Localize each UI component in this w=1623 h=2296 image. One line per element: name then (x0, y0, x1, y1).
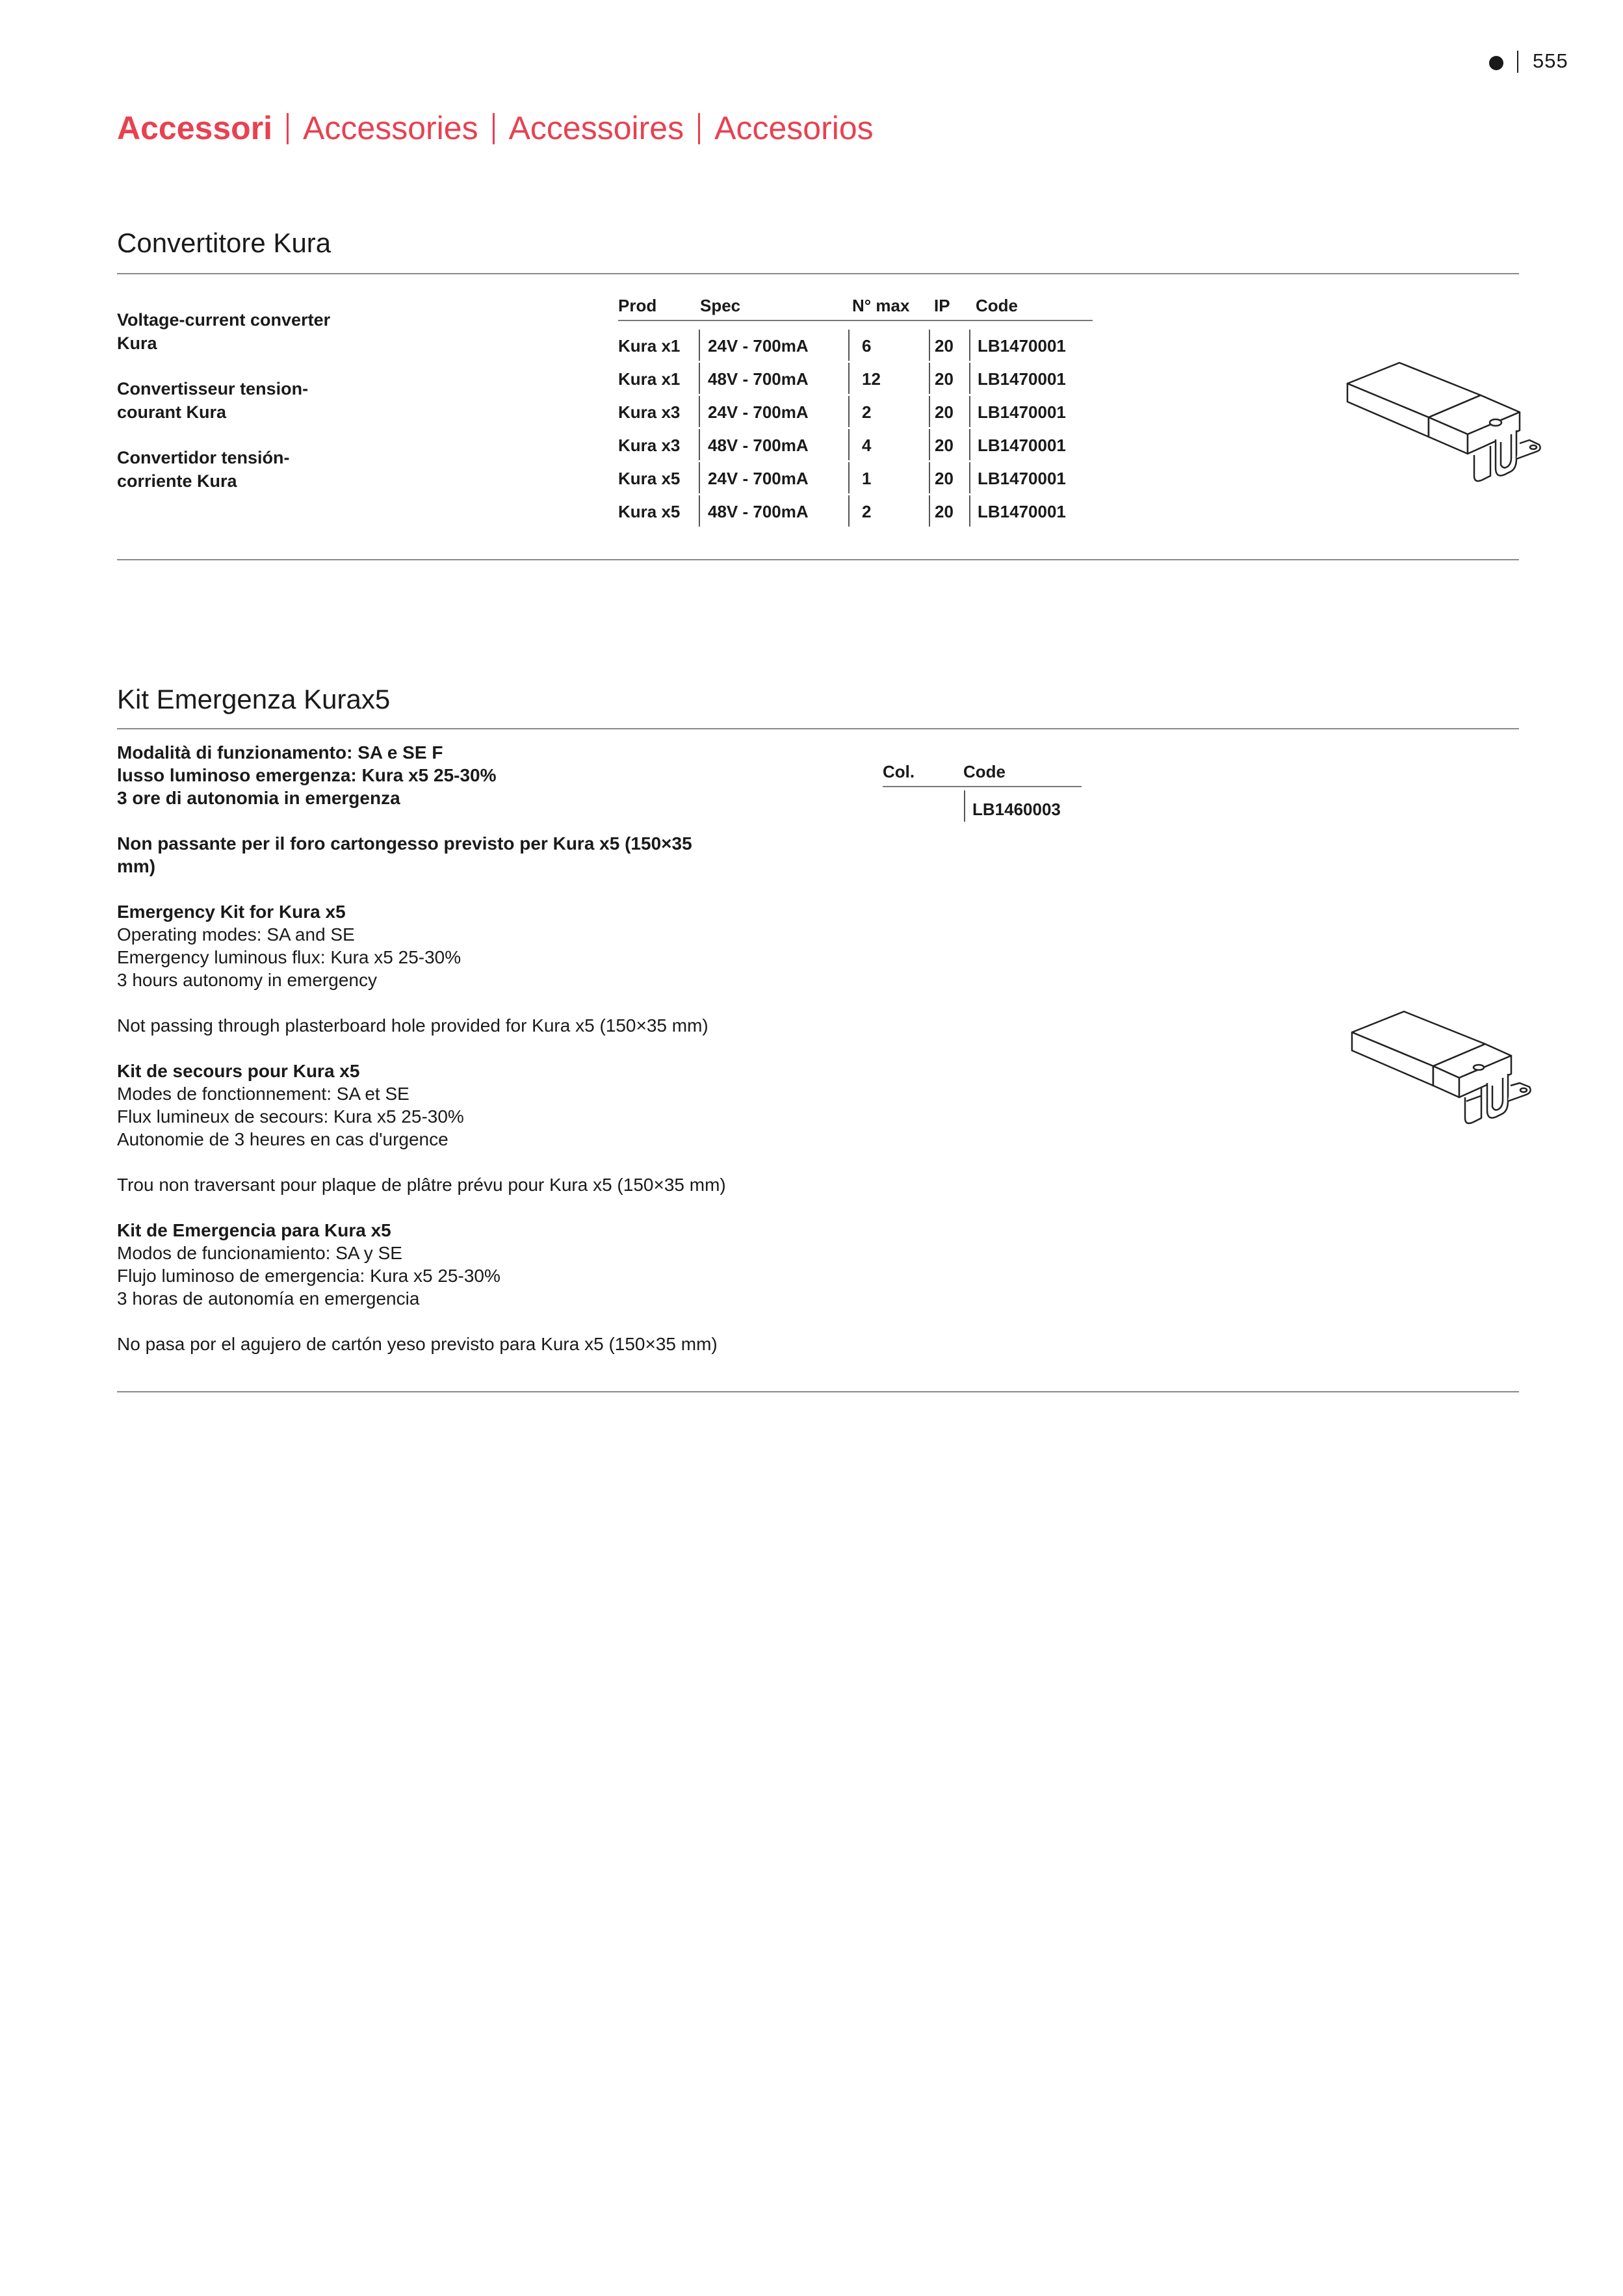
cell-divider (699, 462, 700, 493)
column-header: Code (963, 762, 1006, 781)
page-bullet-icon (1489, 56, 1503, 70)
cell-divider (848, 396, 850, 427)
category-fr: Accessoires (508, 110, 684, 146)
cell-divider (848, 462, 850, 493)
title-separator (287, 113, 289, 144)
cell-spec: 48V - 700mA (708, 502, 809, 521)
column-header: IP (934, 296, 950, 315)
section-title-converter: Convertitore Kura (117, 228, 331, 258)
column-header: Code (976, 296, 1018, 315)
cell-divider (929, 396, 930, 427)
cell-divider (969, 330, 970, 361)
cell-nmax: 4 (862, 436, 872, 455)
cell-ip: 20 (935, 469, 954, 488)
emergency-kit-table (883, 762, 1084, 840)
cell-spec: 24V - 700mA (708, 469, 809, 488)
cell-prod: Kura x3 (618, 402, 681, 422)
section-title-emergency-kit: Kit Emergenza Kurax5 (117, 684, 391, 714)
cell-nmax: 12 (862, 369, 881, 389)
cell-divider (848, 495, 850, 527)
converter-product-image (1341, 358, 1565, 488)
cell-spec: 24V - 700mA (708, 336, 809, 356)
cell-divider (699, 363, 700, 394)
cell-divider (929, 429, 930, 460)
cell-ip: 20 (935, 402, 954, 422)
cell-code: LB1470001 (978, 436, 1066, 455)
cell-code: LB1470001 (978, 336, 1066, 356)
cell-divider (848, 330, 850, 361)
cell-nmax: 2 (862, 402, 872, 422)
cell-divider (969, 495, 970, 527)
cell-divider (964, 790, 965, 822)
cell-spec: 24V - 700mA (708, 402, 809, 422)
cell-prod: Kura x5 (618, 469, 681, 488)
cell-nmax: 2 (862, 502, 872, 521)
table-row (883, 789, 1082, 822)
cell-spec: 48V - 700mA (708, 369, 809, 389)
cell-prod: Kura x1 (618, 369, 681, 389)
cell-ip: 20 (935, 502, 954, 521)
cell-divider (969, 429, 970, 460)
title-separator (698, 113, 700, 144)
cell-spec: 48V - 700mA (708, 436, 809, 455)
category-en: Accessories (303, 110, 478, 146)
cell-prod: Kura x3 (618, 436, 681, 455)
cell-divider (929, 363, 930, 394)
column-header: Prod (618, 296, 657, 315)
cell-divider (929, 462, 930, 493)
converter-desc-en: Voltage-current converter Kura (117, 310, 331, 353)
table-row (618, 395, 1096, 427)
table-row (618, 494, 1096, 527)
cell-divider (929, 495, 930, 527)
cell-code: LB1470001 (978, 502, 1066, 521)
cell-code: LB1470001 (978, 469, 1066, 488)
cell-prod: Kura x5 (618, 502, 681, 521)
cell-divider (929, 330, 930, 361)
category-es: Accesorios (714, 110, 874, 146)
converter-desc-es: Convertidor tensión- corriente Kura (117, 448, 290, 491)
section-rule (117, 728, 1519, 729)
cell-divider (848, 363, 850, 394)
cell-prod: Kura x1 (618, 336, 681, 356)
converter-desc-fr: Convertisseur tension- courant Kura (117, 379, 309, 422)
column-header: Spec (700, 296, 741, 315)
section-rule (117, 1391, 1519, 1392)
emergency-kit-product-image (1345, 1006, 1570, 1136)
table-header-rule (883, 786, 1082, 787)
cell-divider (969, 396, 970, 427)
page-number: 555 (1533, 49, 1568, 72)
column-header: Col. (883, 762, 915, 781)
section-rule (117, 273, 1519, 274)
table-row (618, 361, 1096, 394)
page-separator (1517, 51, 1518, 73)
cell-code: LB1460003 (972, 800, 1061, 819)
table-row (618, 328, 1096, 361)
cell-divider (699, 429, 700, 460)
cell-ip: 20 (935, 436, 954, 455)
cell-divider (969, 363, 970, 394)
table-row (618, 461, 1096, 493)
cell-divider (848, 429, 850, 460)
title-separator (493, 113, 495, 144)
cell-nmax: 1 (862, 469, 872, 488)
emergency-description: Modalità di funzionamento: SA e SE F lusso luminoso emergenza: Kura x5 25-30% 3 ore di autonomia in emergenza Non passante per il foro cartongesso previsto per Kura x5 (150×35 mm) Emergency Kit for Kura x5 Operating modes: SA and SE Emergency luminous flux: Kura x5 25-30% 3 hours autonomy in emergency Not passing through plasterboard hole provided for Kura x5 (150×35 mm) Kit de secours pour Kura x5 Modes de fonctionnement: SA et SE Flux lumineux de secours: Kura x5 25-30% Autonomie de 3 heures en cas d'urgence Trou non traversant pour plaque de plâtre prévu pour Kura x5 (150×35 mm) Kit de Emergencia para Kura x5 Modos de funcionamiento: SA y SE Flujo luminoso de emergencia: Kura x5 25-30% 3 horas de autonomía en emergencia No pasa por el agujero de cartón yeso previsto para Kura x5 (150×35 mm) (117, 742, 726, 1354)
cell-divider (699, 396, 700, 427)
cell-divider (969, 462, 970, 493)
section-rule (117, 559, 1519, 560)
table-header-rule (618, 320, 1093, 321)
cell-ip: 20 (935, 369, 954, 389)
cell-ip: 20 (935, 336, 954, 356)
category-primary: Accessori (117, 110, 273, 146)
column-header: N° max (852, 296, 910, 315)
cell-nmax: 6 (862, 336, 872, 356)
cell-divider (699, 495, 700, 527)
category-title (117, 109, 874, 147)
cell-code: LB1470001 (978, 402, 1066, 422)
cell-divider (699, 330, 700, 361)
cell-code: LB1470001 (978, 369, 1066, 389)
table-row (618, 428, 1096, 460)
